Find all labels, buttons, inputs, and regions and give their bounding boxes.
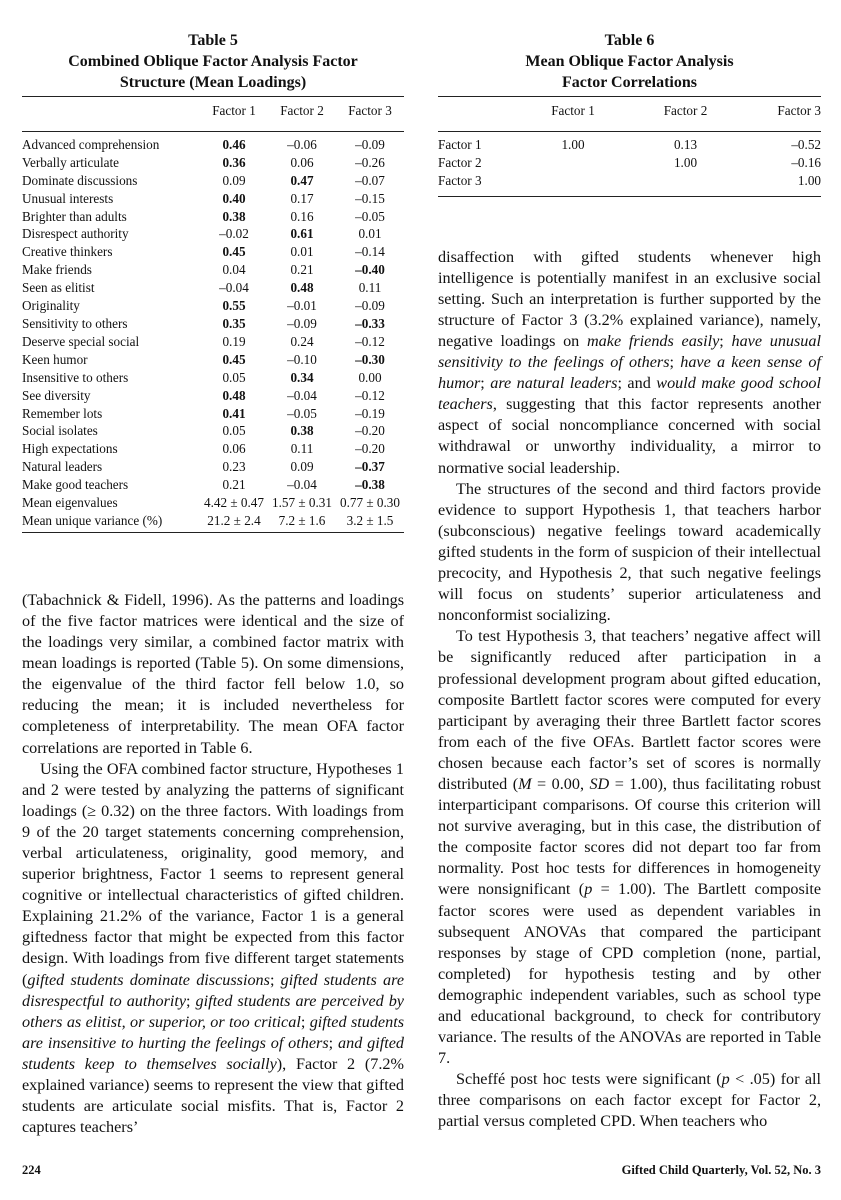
table5-row-label: Deserve special social <box>22 333 140 349</box>
table5-cell: –0.26 <box>355 154 385 170</box>
right-paragraph-2: The structures of the second and third factors provide evidence to support Hypothesis 1, that teachers harbor (subconscious) negative feelings toward academically gifted students in the form of suspicion of their intellectual precocity, and Hypothesis 2, that such negative feelings will focus on students’ superior articulateness and nonconformist socializing. <box>438 479 821 625</box>
table5-row-label: Advanced comprehension <box>22 136 160 152</box>
table5-cell: 0.48 <box>222 387 246 403</box>
text-run: ), Factor 2 (7.2% explained variance) seems to represent the view that gifted students are articulate social misfits. That is, Factor 2 captures teachers’ <box>22 1054 405 1137</box>
table5-row-label: Verbally articulate <box>22 154 120 170</box>
table5-row <box>22 405 404 423</box>
table5-row <box>22 512 404 530</box>
right-column <box>438 30 821 1133</box>
text-run: ; <box>186 991 196 1010</box>
table5-cell: 0.01 <box>358 226 382 242</box>
text-run: ; <box>480 374 491 393</box>
table5-row <box>22 422 404 440</box>
table6-header-rule <box>438 131 821 132</box>
text-run: To test Hypothesis 3, that teachers’ negative affect will be significantly reduced after participation in a professional development program about gifted education, composite Bartlett factor scores were computed for every participant by averaging their three Bartlett factor scores from each of the five OFAs. Bartlett factor scores were chosen because each factor’s set of scores is normally distributed ( <box>438 627 821 793</box>
table5-row-label: Creative thinkers <box>22 244 113 260</box>
text-run: ; <box>300 1012 310 1031</box>
table6-header-cell: Factor 2 <box>663 103 708 118</box>
table6-cell: –0.16 <box>791 154 821 170</box>
text-run-italic: would make good school teachers <box>438 374 822 414</box>
page-number: 224 <box>22 1163 41 1177</box>
table5-title-line2: Structure (Mean Loadings) <box>119 74 307 91</box>
text-run-italic: p <box>721 1070 730 1089</box>
table5-cell: 0.24 <box>290 333 314 349</box>
text-run-italic: have unusual sensitivity to the feelings of others <box>438 332 821 372</box>
table5-row <box>22 297 404 315</box>
table5-cell: 0.06 <box>222 441 246 457</box>
table5-header-cell: Factor 1 <box>212 103 256 118</box>
table5-cell: –0.04 <box>219 280 249 296</box>
text-run-italic: M <box>518 774 532 793</box>
table5-cell: –0.38 <box>355 477 385 493</box>
table5-header-rule <box>22 131 404 132</box>
table6-row-label: Factor 1 <box>438 136 482 152</box>
text-run: Using the OFA combined factor structure, Hypotheses 1 and 2 were tested by analyzing the patterns of significant loadings (≥ 0.32) on the three factors. With loadings from 9 of the 20 target statements concerning comprehension, verbal articulateness, originality, good memory, and superior brightness, Factor 1 seems to represent general cognitive or intellectual characteristics of gifted children. Explaining 21.2% of the variance, Factor 1 is a general giftedness factor that might be expected from this factor design. With loadings from five different target statements ( <box>22 759 404 989</box>
table5-cell: 0.16 <box>290 208 314 224</box>
table5-cell: 4.42 ± 0.47 <box>204 495 264 511</box>
table6-cell: –0.52 <box>791 136 821 152</box>
right-paragraph-1 <box>438 247 821 479</box>
text-run-italic: gifted students dominate discussions <box>27 970 270 989</box>
table5-row <box>22 440 404 458</box>
table5-row-label: Sensitivity to others <box>22 315 128 331</box>
table5-row-label: Insensitive to others <box>22 369 129 385</box>
table5-row-label: Seen as elitist <box>22 280 95 296</box>
table5-cell: –0.09 <box>355 136 385 152</box>
table6-header-row <box>438 97 821 131</box>
table5-cell: 0.04 <box>222 262 246 278</box>
table5-cell: 0.41 <box>222 405 246 421</box>
text-run: = 0.00, <box>531 774 590 793</box>
text-run-italic: gifted students are insensitive to hurting the feelings of others <box>22 1012 404 1052</box>
table5-cell: 0.61 <box>290 226 314 242</box>
table6-header-cell: Factor 3 <box>777 103 821 118</box>
table5-row-label: Disrespect authority <box>22 226 129 242</box>
table5-cell: 0.17 <box>290 190 314 206</box>
table5-row-label: Remember lots <box>22 405 103 421</box>
table5-grid <box>22 97 404 131</box>
table5-bottom-rule <box>22 532 404 533</box>
table5-cell: –0.06 <box>287 136 317 152</box>
table5-cell: 0.09 <box>290 459 314 475</box>
table6-cell <box>628 172 743 190</box>
table6-row <box>438 154 821 172</box>
table5-cell: –0.33 <box>355 315 385 331</box>
table5-cell: –0.05 <box>355 208 385 224</box>
table5-row <box>22 261 404 279</box>
table5-header-cell <box>22 97 200 131</box>
table5-cell: –0.37 <box>355 459 385 475</box>
table5-cell: 0.38 <box>222 208 246 224</box>
table5-row <box>22 225 404 243</box>
table5-row-label: Mean unique variance (%) <box>22 512 163 528</box>
table5-row-label: See diversity <box>22 387 91 403</box>
table5-cell: –0.19 <box>355 405 385 421</box>
table5-row <box>22 208 404 226</box>
text-run: ; <box>719 332 732 350</box>
table6-title-line1: Mean Oblique Factor Analysis <box>525 53 734 70</box>
table6-grid <box>438 97 821 131</box>
table5-cell: 1.57 ± 0.31 <box>272 495 332 511</box>
text-run: < .05) for all three comparisons on each factor except for Factor 2, partial versus completed CPD. When teachers who <box>438 1070 821 1131</box>
table5-cell: 0.09 <box>222 172 246 188</box>
table5-cell: –0.30 <box>355 351 385 367</box>
table5 <box>22 30 404 533</box>
table5-cell: 0.45 <box>222 244 246 260</box>
table5-cell: 0.00 <box>358 369 382 385</box>
text-run: , suggesting that this factor represents another aspect of social noncompliance concerned with social withdrawal or unworthy individuality, a mirror to normative social leadership. <box>438 395 821 477</box>
text-run: ; and <box>617 374 657 393</box>
table5-cell: 3.2 ± 1.5 <box>346 512 394 528</box>
table5-header-cell: Factor 2 <box>280 103 324 118</box>
left-paragraph-2 <box>22 759 404 1139</box>
table5-row <box>22 369 404 387</box>
table5-row <box>22 172 404 190</box>
table5-row <box>22 333 404 351</box>
right-paragraph-4 <box>438 1069 821 1132</box>
table5-cell: –0.20 <box>355 441 385 457</box>
table5-row-label: Brighter than adults <box>22 208 127 224</box>
table5-cell: 0.05 <box>222 423 246 439</box>
left-body-text <box>22 590 404 1138</box>
table6-header-cell: Factor 1 <box>551 103 595 118</box>
table5-row <box>22 154 404 172</box>
table5-row <box>22 351 404 369</box>
table5-row <box>22 458 404 476</box>
table5-cell: 21.2 ± 2.4 <box>207 512 261 528</box>
table5-header-cell: Factor 3 <box>348 103 392 118</box>
table5-cell: 0.48 <box>290 280 314 296</box>
table5-cell: 0.11 <box>358 280 382 296</box>
table5-cell: –0.04 <box>287 477 317 493</box>
journal-citation: Gifted Child Quarterly, Vol. 52, No. 3 <box>621 1163 821 1177</box>
text-run-italic: have a keen sense of humor <box>438 353 821 393</box>
table6-row-label: Factor 2 <box>438 154 482 170</box>
table5-cell: 0.23 <box>222 459 246 475</box>
table5-row-label: Social isolates <box>22 423 98 439</box>
text-run-italic: p <box>584 880 593 899</box>
text-run-italic: make friends easily <box>586 332 720 350</box>
table5-cell: –0.05 <box>287 405 317 421</box>
table5-cell: 0.40 <box>222 190 246 206</box>
table5-cell: –0.12 <box>355 387 385 403</box>
table5-row <box>22 476 404 494</box>
text-run-italic: are natural leaders <box>490 374 618 393</box>
table5-cell: –0.10 <box>287 351 317 367</box>
table5-cell: 0.77 ± 0.30 <box>340 495 400 511</box>
table5-body <box>22 136 404 530</box>
left-paragraph-1: (Tabachnick & Fidell, 1996). As the patterns and loadings of the five factor matrices were identical and the size of the loadings very similar, a combined factor matrix with mean loadings is reported (Table 5). On some dimensions, the eigenvalue of the third factor fell below 1.0, so reducing the mean; it is included nevertheless for completeness of interpretability. The mean OFA factor correlations are reported in Table 6. <box>22 590 404 757</box>
table5-cell: –0.40 <box>355 262 385 278</box>
table6-cell <box>518 172 628 190</box>
table5-row-label: Make friends <box>22 262 92 278</box>
table5-cell: 0.38 <box>290 423 314 439</box>
table5-cell: 0.45 <box>222 351 246 367</box>
table5-row <box>22 387 404 405</box>
table5-cell: 0.34 <box>290 369 314 385</box>
table5-cell: 0.05 <box>222 369 246 385</box>
table6 <box>438 30 821 197</box>
table5-cell: –0.07 <box>355 172 385 188</box>
table6-bottom-rule <box>438 196 821 197</box>
table5-cell: 0.46 <box>222 136 246 152</box>
table5-cell: 0.35 <box>222 315 246 331</box>
left-column <box>22 30 404 1138</box>
table6-cell: 1.00 <box>673 154 698 170</box>
table6-row <box>438 136 821 154</box>
table5-cell: 7.2 ± 1.6 <box>278 512 326 528</box>
text-run: ; <box>669 353 681 372</box>
table5-cell: 0.55 <box>222 298 246 314</box>
table5-row <box>22 279 404 297</box>
table5-row-label: Natural leaders <box>22 459 103 475</box>
table5-cell: 0.01 <box>290 244 314 260</box>
table6-row-label: Factor 3 <box>438 172 482 188</box>
table5-cell: 0.11 <box>290 441 314 457</box>
text-run: ; <box>269 970 281 989</box>
table5-row-label: Mean eigenvalues <box>22 495 118 511</box>
table5-row <box>22 136 404 154</box>
table5-cell: –0.20 <box>355 423 385 439</box>
table5-cell: –0.14 <box>355 244 385 260</box>
text-run: disaffection with gifted students whenever high intelligence is potentially manifest in an exclusive social setting. Such an interpretation is further supported by the structure of Factor 3 (3.2% explained variance), namely, negative loadings on <box>438 247 821 350</box>
table6-cell <box>518 154 628 172</box>
text-run-italic: gifted students are perceived by others as elitist, or superior, or too critical <box>22 991 404 1031</box>
text-run-italic: SD <box>589 774 610 793</box>
table5-title-line1: Combined Oblique Factor Analysis Factor <box>68 53 358 70</box>
table5-cell: –0.15 <box>355 190 385 206</box>
table5-cell: 0.19 <box>222 333 246 349</box>
table6-title-line2: Factor Correlations <box>562 74 697 91</box>
text-run: Scheffé post hoc tests were significant ( <box>456 1070 722 1089</box>
table5-row-label: Dominate discussions <box>22 172 138 188</box>
table5-row <box>22 190 404 208</box>
table6-cell: 1.00 <box>561 136 585 152</box>
table5-cell: 0.06 <box>290 154 314 170</box>
table6-cell: 1.00 <box>797 172 821 188</box>
text-run: = 1.00), thus facilitating robust interparticipant comparisons. Of course this criterion will not survive averaging, but in this case, the distribution of the composite factor scores did not depart too far from normality. Post hoc tests for differences in homogeneity were nonsignificant ( <box>438 774 821 899</box>
table5-cell: 0.21 <box>290 262 314 278</box>
text-run: ; <box>328 1033 338 1052</box>
table5-header-row <box>22 97 404 131</box>
text-run-italic: gifted students are disrespectful to authority <box>22 970 405 1010</box>
table5-row <box>22 315 404 333</box>
table6-body <box>438 136 821 190</box>
table5-row-label: Unusual interests <box>22 190 114 206</box>
table5-cell: –0.04 <box>287 387 317 403</box>
table5-row-label: Originality <box>22 298 80 314</box>
table5-cell: 0.47 <box>290 172 314 188</box>
table5-row-label: High expectations <box>22 441 118 457</box>
table5-cell: –0.09 <box>287 315 317 331</box>
right-paragraph-3 <box>438 626 821 1069</box>
table5-cell: 0.21 <box>222 477 246 493</box>
text-run: = 1.00). The Bartlett composite factor scores were used as dependent variables in subsequent ANOVAs that compared the participant responses by stage of CPD completion (none, partial, completed) for hypothesis testing and by other demographic independent variables, such as school type and educational background, to check for contributory variance. The results of the ANOVAs are reported in Table 7. <box>438 880 822 1068</box>
table5-row <box>22 494 404 512</box>
table6-row <box>438 172 821 190</box>
table5-row <box>22 243 404 261</box>
table5-cell: –0.09 <box>355 298 385 314</box>
table6-label: Table 6 <box>604 32 655 49</box>
text-run-italic: and gifted students keep to themselves socially <box>22 1033 404 1073</box>
table5-cell: –0.01 <box>287 298 317 314</box>
right-body-text <box>438 247 821 1133</box>
table6-header-cell <box>438 97 518 131</box>
table5-label: Table 5 <box>188 32 238 49</box>
table5-row-label: Keen humor <box>22 351 88 367</box>
table5-row-label: Make good teachers <box>22 477 129 493</box>
table5-cell: –0.12 <box>355 333 385 349</box>
table5-cell: –0.02 <box>219 226 249 242</box>
table5-cell: 0.36 <box>222 154 246 170</box>
table6-cell: 0.13 <box>673 136 698 152</box>
